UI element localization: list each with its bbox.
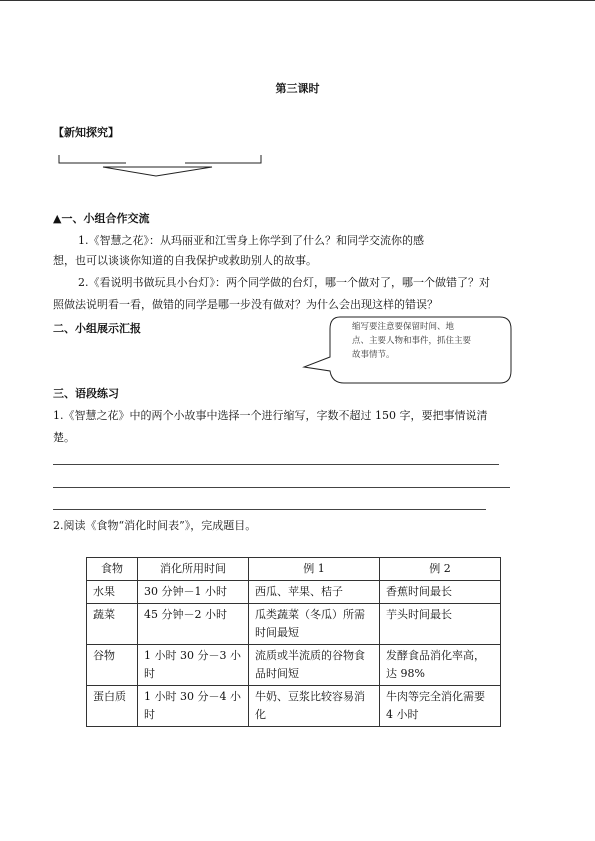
table-cell: 水果: [87, 581, 138, 604]
question1-line2: 楚。: [53, 431, 75, 444]
header-food: 食物: [87, 558, 138, 581]
section2-heading: 二、小组展示汇报: [53, 322, 141, 335]
callout-line: 缩写要注意要保留时间、地: [352, 322, 455, 332]
table-row: [87, 686, 501, 727]
table-cell: 45 分钟－2 小时: [138, 604, 249, 645]
table-cell: 瓜类蔬菜（冬瓜）所需时间最短: [249, 604, 380, 645]
section-new-heading: 【新知探究】: [53, 126, 119, 139]
table-cell: 1 小时 30 分－3 小时: [138, 645, 249, 686]
answer-line: [53, 464, 499, 465]
speech-bubble-text: [352, 320, 502, 362]
section1-item1-line2: 想，也可以谈谈你知道的自我保护或救助别人的故事。: [53, 254, 317, 267]
bracket-arrow-diagram: [58, 153, 263, 179]
table-cell: 蔬菜: [87, 604, 138, 645]
header-example1: 例 1: [249, 558, 380, 581]
section1-item2-line1: 2.《看说明书做玩具小台灯》：两个同学做的台灯，哪一个做对了，哪一个做错了？对: [78, 276, 490, 289]
page-title: 第三课时: [275, 82, 320, 95]
table-cell: 发酵食品消化率高，达 98%: [380, 645, 501, 686]
callout-line: 点、主要人物和事件，抓住主要: [352, 336, 472, 346]
table-row: [87, 604, 501, 645]
section3-heading: 三、语段练习: [53, 387, 119, 400]
top-border: [0, 0, 595, 1]
question2: 2.阅读《食物“消化时间表”》，完成题目。: [53, 519, 257, 532]
section1-item1-line1: 1.《智慧之花》：从玛丽亚和江雪身上你学到了什么？和同学交流你的感: [78, 234, 424, 247]
table-cell: 芋头时间最长: [380, 604, 501, 645]
table-cell: 牛奶、豆浆比较容易消化: [249, 686, 380, 727]
header-example2: 例 2: [380, 558, 501, 581]
callout-line: 故事情节。: [352, 350, 395, 360]
section1-item2-line2: 照做法说明看一看，做错的同学是哪一步没有做对？为什么会出现这样的错误？: [53, 298, 438, 311]
header-time: 消化所用时间: [138, 558, 249, 581]
table-cell: 西瓜、苹果、桔子: [249, 581, 380, 604]
table-cell: 香蕉时间最长: [380, 581, 501, 604]
table-cell: 谷物: [87, 645, 138, 686]
table-header-row: [87, 558, 501, 581]
answer-line: [53, 487, 510, 488]
table-cell: 蛋白质: [87, 686, 138, 727]
table-cell: 30 分钟－1 小时: [138, 581, 249, 604]
table-cell: 1 小时 30 分－4 小时: [138, 686, 249, 727]
section1-heading: ▲一、小组合作交流: [53, 212, 150, 225]
table-row: [87, 645, 501, 686]
answer-line: [53, 509, 486, 510]
table-row: [87, 581, 501, 604]
question1-line1: 1.《智慧之花》中的两个小故事中选择一个进行缩写，字数不超过 150 字，要把事情说清: [53, 409, 488, 422]
table-cell: 流质或半流质的谷物食品时间短: [249, 645, 380, 686]
digestion-table: [86, 557, 501, 727]
table-cell: 牛肉等完全消化需要 4 小时: [380, 686, 501, 727]
